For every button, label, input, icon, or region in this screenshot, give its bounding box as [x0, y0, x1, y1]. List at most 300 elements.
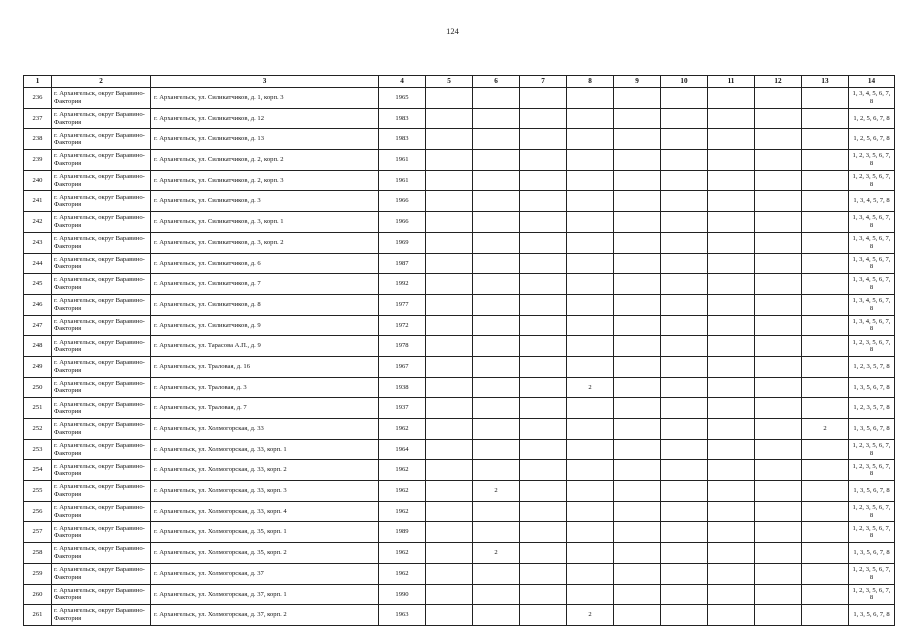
col7-cell [520, 481, 567, 502]
district-cell: г. Архангельск, округ Варавино-Фактория [52, 501, 151, 522]
codes-cell: 1, 3, 4, 5, 6, 7, 8 [849, 315, 895, 336]
column-header-7: 7 [520, 76, 567, 88]
col9-cell [614, 294, 661, 315]
codes-cell: 1, 3, 4, 5, 6, 7, 8 [849, 212, 895, 233]
col10-cell [661, 543, 708, 564]
codes-cell: 1, 2, 3, 5, 6, 7, 8 [849, 170, 895, 191]
col9-cell [614, 191, 661, 212]
col6-cell [473, 232, 520, 253]
codes-cell: 1, 2, 5, 6, 7, 8 [849, 129, 895, 150]
col11-cell [708, 605, 755, 626]
col12-cell [755, 377, 802, 398]
col12-cell [755, 150, 802, 171]
address-cell: г. Архангельск, ул. Холмогорская, д. 33 [151, 419, 379, 440]
col7-cell [520, 605, 567, 626]
address-cell: г. Архангельск, ул. Силикатчиков, д. 3 [151, 191, 379, 212]
year-cell: 1989 [379, 522, 426, 543]
col13-cell [802, 377, 849, 398]
col9-cell [614, 356, 661, 377]
col6-cell [473, 191, 520, 212]
col9-cell [614, 315, 661, 336]
col7-cell [520, 460, 567, 481]
col9-cell [614, 377, 661, 398]
col8-cell [567, 356, 614, 377]
year-cell: 1983 [379, 129, 426, 150]
col9-cell [614, 522, 661, 543]
col13-cell [802, 294, 849, 315]
col5-cell [426, 212, 473, 233]
row-number-cell: 246 [24, 294, 52, 315]
col6-cell: 2 [473, 481, 520, 502]
district-cell: г. Архангельск, округ Варавино-Фактория [52, 605, 151, 626]
column-header-11: 11 [708, 76, 755, 88]
col6-cell [473, 129, 520, 150]
col11-cell [708, 191, 755, 212]
col12-cell [755, 605, 802, 626]
table-row [24, 294, 895, 315]
col7-cell [520, 294, 567, 315]
col12-cell [755, 460, 802, 481]
table-row [24, 150, 895, 171]
row-number-cell: 261 [24, 605, 52, 626]
col8-cell [567, 543, 614, 564]
col6-cell [473, 522, 520, 543]
col8-cell [567, 501, 614, 522]
col6-cell [473, 150, 520, 171]
col12-cell [755, 294, 802, 315]
col13-cell: 2 [802, 419, 849, 440]
col9-cell [614, 398, 661, 419]
district-cell: г. Архангельск, округ Варавино-Фактория [52, 563, 151, 584]
column-header-12: 12 [755, 76, 802, 88]
table-row [24, 129, 895, 150]
col9-cell [614, 563, 661, 584]
col5-cell [426, 543, 473, 564]
address-cell: г. Архангельск, ул. Силикатчиков, д. 2, корп. 3 [151, 170, 379, 191]
col8-cell [567, 398, 614, 419]
col6-cell [473, 377, 520, 398]
col10-cell [661, 253, 708, 274]
row-number-cell: 255 [24, 481, 52, 502]
district-cell: г. Архангельск, округ Варавино-Фактория [52, 274, 151, 295]
col9-cell [614, 150, 661, 171]
col9-cell [614, 481, 661, 502]
col9-cell [614, 232, 661, 253]
col12-cell [755, 481, 802, 502]
col7-cell [520, 274, 567, 295]
col5-cell [426, 129, 473, 150]
address-cell: г. Архангельск, ул. Силикатчиков, д. 1, корп. 3 [151, 88, 379, 109]
col5-cell [426, 191, 473, 212]
col12-cell [755, 398, 802, 419]
row-number-cell: 237 [24, 108, 52, 129]
col9-cell [614, 439, 661, 460]
address-cell: г. Архангельск, ул. Силикатчиков, д. 9 [151, 315, 379, 336]
col6-cell: 2 [473, 543, 520, 564]
col9-cell [614, 501, 661, 522]
page-number: 124 [446, 26, 459, 36]
col11-cell [708, 170, 755, 191]
col10-cell [661, 315, 708, 336]
district-cell: г. Архангельск, округ Варавино-Фактория [52, 129, 151, 150]
col9-cell [614, 336, 661, 357]
col5-cell [426, 294, 473, 315]
table-row [24, 315, 895, 336]
year-cell: 1978 [379, 336, 426, 357]
col13-cell [802, 274, 849, 295]
col5-cell [426, 501, 473, 522]
col6-cell [473, 584, 520, 605]
col6-cell [473, 439, 520, 460]
col8-cell [567, 419, 614, 440]
year-cell: 1961 [379, 170, 426, 191]
year-cell: 1966 [379, 191, 426, 212]
col7-cell [520, 232, 567, 253]
col7-cell [520, 191, 567, 212]
row-number-cell: 251 [24, 398, 52, 419]
year-cell: 1962 [379, 460, 426, 481]
row-number-cell: 258 [24, 543, 52, 564]
row-number-cell: 252 [24, 419, 52, 440]
col8-cell: 2 [567, 605, 614, 626]
row-number-cell: 241 [24, 191, 52, 212]
row-number-cell: 256 [24, 501, 52, 522]
col12-cell [755, 356, 802, 377]
row-number-cell: 238 [24, 129, 52, 150]
address-cell: г. Архангельск, ул. Силикатчиков, д. 7 [151, 274, 379, 295]
year-cell: 1962 [379, 563, 426, 584]
row-number-cell: 239 [24, 150, 52, 171]
table-row [24, 419, 895, 440]
col10-cell [661, 481, 708, 502]
year-cell: 1972 [379, 315, 426, 336]
table-row [24, 522, 895, 543]
codes-cell: 1, 2, 3, 5, 6, 7, 8 [849, 584, 895, 605]
col13-cell [802, 543, 849, 564]
col11-cell [708, 584, 755, 605]
col9-cell [614, 605, 661, 626]
col11-cell [708, 129, 755, 150]
row-number-cell: 259 [24, 563, 52, 584]
col10-cell [661, 170, 708, 191]
col12-cell [755, 274, 802, 295]
col7-cell [520, 108, 567, 129]
address-cell: г. Архангельск, ул. Силикатчиков, д. 2, корп. 2 [151, 150, 379, 171]
col13-cell [802, 88, 849, 109]
col10-cell [661, 294, 708, 315]
district-cell: г. Архангельск, округ Варавино-Фактория [52, 356, 151, 377]
year-cell: 1967 [379, 356, 426, 377]
row-number-cell: 245 [24, 274, 52, 295]
codes-cell: 1, 2, 3, 5, 7, 8 [849, 398, 895, 419]
table-row [24, 108, 895, 129]
col5-cell [426, 481, 473, 502]
codes-cell: 1, 2, 3, 5, 6, 7, 8 [849, 439, 895, 460]
col13-cell [802, 108, 849, 129]
col11-cell [708, 108, 755, 129]
table-row [24, 356, 895, 377]
col10-cell [661, 439, 708, 460]
row-number-cell: 242 [24, 212, 52, 233]
district-cell: г. Архангельск, округ Варавино-Фактория [52, 294, 151, 315]
table-row [24, 584, 895, 605]
codes-cell: 1, 3, 5, 6, 7, 8 [849, 481, 895, 502]
col12-cell [755, 88, 802, 109]
col11-cell [708, 232, 755, 253]
col6-cell [473, 294, 520, 315]
row-number-cell: 243 [24, 232, 52, 253]
table-row [24, 377, 895, 398]
col7-cell [520, 501, 567, 522]
year-cell: 1937 [379, 398, 426, 419]
col12-cell [755, 543, 802, 564]
col13-cell [802, 481, 849, 502]
col11-cell [708, 439, 755, 460]
col13-cell [802, 212, 849, 233]
col6-cell [473, 460, 520, 481]
col5-cell [426, 439, 473, 460]
column-header-6: 6 [473, 76, 520, 88]
col12-cell [755, 232, 802, 253]
col7-cell [520, 170, 567, 191]
year-cell: 1962 [379, 543, 426, 564]
col13-cell [802, 232, 849, 253]
col13-cell [802, 398, 849, 419]
col11-cell [708, 336, 755, 357]
col10-cell [661, 501, 708, 522]
col12-cell [755, 419, 802, 440]
district-cell: г. Архангельск, округ Варавино-Фактория [52, 522, 151, 543]
col8-cell [567, 129, 614, 150]
table-row [24, 439, 895, 460]
address-cell: г. Архангельск, ул. Силикатчиков, д. 8 [151, 294, 379, 315]
col6-cell [473, 501, 520, 522]
address-cell: г. Архангельск, ул. Холмогорская, д. 33, корп. 4 [151, 501, 379, 522]
col6-cell [473, 605, 520, 626]
row-number-cell: 244 [24, 253, 52, 274]
district-cell: г. Архангельск, округ Варавино-Фактория [52, 481, 151, 502]
col11-cell [708, 522, 755, 543]
year-cell: 1964 [379, 439, 426, 460]
col10-cell [661, 419, 708, 440]
district-cell: г. Архангельск, округ Варавино-Фактория [52, 108, 151, 129]
codes-cell: 1, 2, 3, 5, 7, 8 [849, 356, 895, 377]
col5-cell [426, 88, 473, 109]
year-cell: 1961 [379, 150, 426, 171]
col11-cell [708, 419, 755, 440]
table-row [24, 88, 895, 109]
year-cell: 1969 [379, 232, 426, 253]
col10-cell [661, 377, 708, 398]
address-cell: г. Архангельск, ул. Холмогорская, д. 33, корп. 3 [151, 481, 379, 502]
col11-cell [708, 356, 755, 377]
row-number-cell: 260 [24, 584, 52, 605]
district-cell: г. Архангельск, округ Варавино-Фактория [52, 336, 151, 357]
col11-cell [708, 150, 755, 171]
col7-cell [520, 398, 567, 419]
table-row [24, 460, 895, 481]
col6-cell [473, 253, 520, 274]
col8-cell [567, 522, 614, 543]
col13-cell [802, 315, 849, 336]
col10-cell [661, 191, 708, 212]
codes-cell: 1, 3, 5, 6, 7, 8 [849, 419, 895, 440]
col7-cell [520, 253, 567, 274]
col8-cell [567, 439, 614, 460]
row-number-cell: 254 [24, 460, 52, 481]
address-cell: г. Архангельск, ул. Холмогорская, д. 35, корп. 1 [151, 522, 379, 543]
col11-cell [708, 274, 755, 295]
col11-cell [708, 294, 755, 315]
district-cell: г. Архангельск, округ Варавино-Фактория [52, 212, 151, 233]
address-cell: г. Архангельск, ул. Холмогорская, д. 37, корп. 2 [151, 605, 379, 626]
address-cell: г. Архангельск, ул. Силикатчиков, д. 6 [151, 253, 379, 274]
col12-cell [755, 563, 802, 584]
district-cell: г. Архангельск, округ Варавино-Фактория [52, 88, 151, 109]
year-cell: 1962 [379, 481, 426, 502]
col11-cell [708, 398, 755, 419]
table-row [24, 232, 895, 253]
col13-cell [802, 356, 849, 377]
col13-cell [802, 501, 849, 522]
col11-cell [708, 253, 755, 274]
address-cell: г. Архангельск, ул. Холмогорская, д. 35, корп. 2 [151, 543, 379, 564]
col8-cell [567, 584, 614, 605]
col7-cell [520, 439, 567, 460]
col11-cell [708, 212, 755, 233]
col7-cell [520, 563, 567, 584]
address-cell: г. Архангельск, ул. Холмогорская, д. 33, корп. 1 [151, 439, 379, 460]
col13-cell [802, 522, 849, 543]
col6-cell [473, 274, 520, 295]
col13-cell [802, 253, 849, 274]
district-cell: г. Архангельск, округ Варавино-Фактория [52, 398, 151, 419]
district-cell: г. Архангельск, округ Варавино-Фактория [52, 584, 151, 605]
col11-cell [708, 460, 755, 481]
col5-cell [426, 315, 473, 336]
col13-cell [802, 336, 849, 357]
codes-cell: 1, 3, 5, 6, 7, 8 [849, 605, 895, 626]
col8-cell [567, 336, 614, 357]
codes-cell: 1, 2, 3, 5, 6, 7, 8 [849, 563, 895, 584]
col5-cell [426, 356, 473, 377]
row-number-cell: 236 [24, 88, 52, 109]
codes-cell: 1, 2, 3, 5, 6, 7, 8 [849, 336, 895, 357]
col8-cell [567, 274, 614, 295]
col8-cell [567, 88, 614, 109]
codes-cell: 1, 2, 3, 5, 6, 7, 8 [849, 501, 895, 522]
year-cell: 1966 [379, 212, 426, 233]
col8-cell [567, 563, 614, 584]
col7-cell [520, 88, 567, 109]
col5-cell [426, 377, 473, 398]
address-cell: г. Архангельск, ул. Холмогорская, д. 37, корп. 1 [151, 584, 379, 605]
codes-cell: 1, 3, 4, 5, 6, 7, 8 [849, 253, 895, 274]
col9-cell [614, 419, 661, 440]
row-number-cell: 257 [24, 522, 52, 543]
table-row [24, 398, 895, 419]
col8-cell [567, 253, 614, 274]
col5-cell [426, 398, 473, 419]
col6-cell [473, 315, 520, 336]
year-cell: 1962 [379, 501, 426, 522]
table-row [24, 605, 895, 626]
codes-cell: 1, 3, 4, 5, 6, 7, 8 [849, 294, 895, 315]
codes-cell: 1, 3, 4, 5, 6, 7, 8 [849, 274, 895, 295]
codes-cell: 1, 3, 4, 5, 7, 8 [849, 191, 895, 212]
col6-cell [473, 419, 520, 440]
col6-cell [473, 356, 520, 377]
codes-cell: 1, 2, 5, 6, 7, 8 [849, 108, 895, 129]
col12-cell [755, 522, 802, 543]
address-cell: г. Архангельск, ул. Силикатчиков, д. 12 [151, 108, 379, 129]
year-cell: 1983 [379, 108, 426, 129]
col10-cell [661, 274, 708, 295]
col13-cell [802, 563, 849, 584]
codes-cell: 1, 2, 3, 5, 6, 7, 8 [849, 460, 895, 481]
column-header-1: 1 [24, 76, 52, 88]
address-cell: г. Архангельск, ул. Холмогорская, д. 33, корп. 2 [151, 460, 379, 481]
col5-cell [426, 274, 473, 295]
district-cell: г. Архангельск, округ Варавино-Фактория [52, 315, 151, 336]
address-cell: г. Архангельск, ул. Траловая, д. 3 [151, 377, 379, 398]
col12-cell [755, 191, 802, 212]
col12-cell [755, 439, 802, 460]
col13-cell [802, 150, 849, 171]
col10-cell [661, 460, 708, 481]
col7-cell [520, 522, 567, 543]
column-header-5: 5 [426, 76, 473, 88]
table-row [24, 336, 895, 357]
col12-cell [755, 253, 802, 274]
table-header-row [24, 76, 895, 88]
col8-cell [567, 315, 614, 336]
row-number-cell: 247 [24, 315, 52, 336]
col13-cell [802, 584, 849, 605]
table-row [24, 253, 895, 274]
address-cell: г. Архангельск, ул. Тарасова А.П., д. 9 [151, 336, 379, 357]
col9-cell [614, 584, 661, 605]
col8-cell: 2 [567, 377, 614, 398]
col5-cell [426, 232, 473, 253]
row-number-cell: 249 [24, 356, 52, 377]
col12-cell [755, 584, 802, 605]
district-cell: г. Архангельск, округ Варавино-Фактория [52, 150, 151, 171]
year-cell: 1963 [379, 605, 426, 626]
col12-cell [755, 336, 802, 357]
district-cell: г. Архангельск, округ Варавино-Фактория [52, 377, 151, 398]
col10-cell [661, 584, 708, 605]
col8-cell [567, 481, 614, 502]
col9-cell [614, 212, 661, 233]
year-cell: 1987 [379, 253, 426, 274]
year-cell: 1938 [379, 377, 426, 398]
col6-cell [473, 108, 520, 129]
col10-cell [661, 398, 708, 419]
table-row [24, 212, 895, 233]
table-row [24, 170, 895, 191]
col7-cell [520, 315, 567, 336]
col5-cell [426, 605, 473, 626]
column-header-8: 8 [567, 76, 614, 88]
col7-cell [520, 419, 567, 440]
year-cell: 1965 [379, 88, 426, 109]
col8-cell [567, 108, 614, 129]
col8-cell [567, 232, 614, 253]
codes-cell: 1, 2, 3, 5, 6, 7, 8 [849, 150, 895, 171]
codes-cell: 1, 3, 5, 6, 7, 8 [849, 543, 895, 564]
col11-cell [708, 481, 755, 502]
